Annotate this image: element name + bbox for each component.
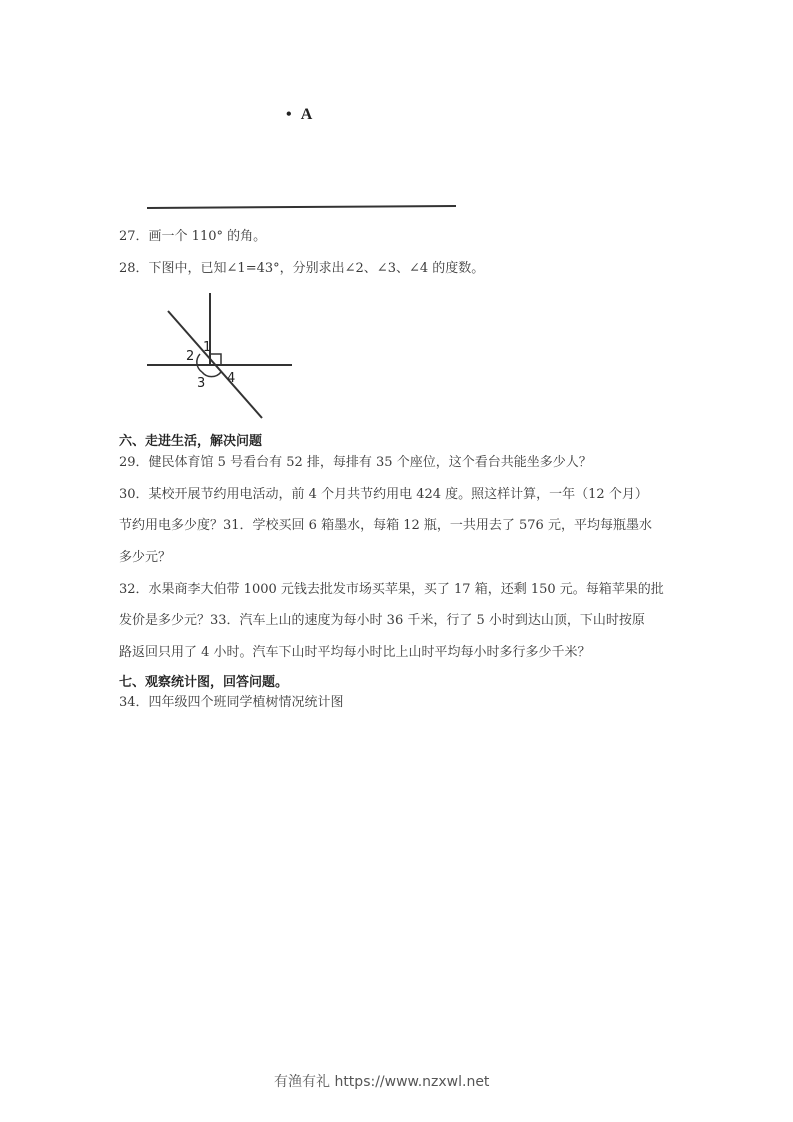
question-30-line-1: 30．某校开展节约用电活动，前 4 个月共节约用电 424 度。照这样计算，一年（12 个月）: [119, 487, 648, 502]
footer-watermark: 有渔有礼 https://www.nzxwl.net: [274, 1074, 490, 1090]
question-32-33-line-2: 发价是多少元？33．汽车上山的速度为每小时 36 千米，行了 5 小时到达山顶，下山时按原: [119, 613, 645, 628]
question-31-line-3: 多少元？: [119, 550, 172, 565]
point-a-label: A: [300, 106, 313, 123]
question-30-31-line-2: 节约用电多少度？31．学校买回 6 箱墨水，每箱 12 瓶，一共用去了 576 元，平均每瓶墨水: [119, 518, 652, 533]
question-33-line-3: 路返回只用了 4 小时。汽车下山时平均每小时比上山时平均每小时多行多少千米？: [119, 645, 591, 660]
question-28: 28．下图中，已知∠1=43°，分别求出∠2、∠3、∠4 的度数。: [119, 261, 485, 276]
section-six-heading: 六、走进生活，解决问题: [119, 434, 263, 449]
angle-label-4: 4: [227, 371, 236, 386]
question-27: 27．画一个 110° 的角。: [119, 229, 267, 244]
point-bullet: •: [286, 106, 292, 123]
point-a-figure: [286, 104, 312, 124]
angle-label-3: 3: [197, 376, 206, 391]
angle-label-2: 2: [186, 349, 195, 364]
question-34: 34．四年级四个班同学植树情况统计图: [119, 695, 344, 710]
angle-diagram: [140, 288, 300, 423]
angle-label-1: 1: [203, 340, 212, 355]
straight-line-figure: [140, 200, 470, 214]
question-32-line-1: 32．水果商李大伯带 1000 元钱去批发市场买苹果，买了 17 箱，还剩 150 元。每箱苹果的批: [119, 582, 664, 597]
section-seven-heading: 七、观察统计图，回答问题。: [119, 675, 289, 690]
question-29: 29．健民体育馆 5 号看台有 52 排，每排有 35 个座位，这个看台共能坐多少人？: [119, 455, 592, 470]
